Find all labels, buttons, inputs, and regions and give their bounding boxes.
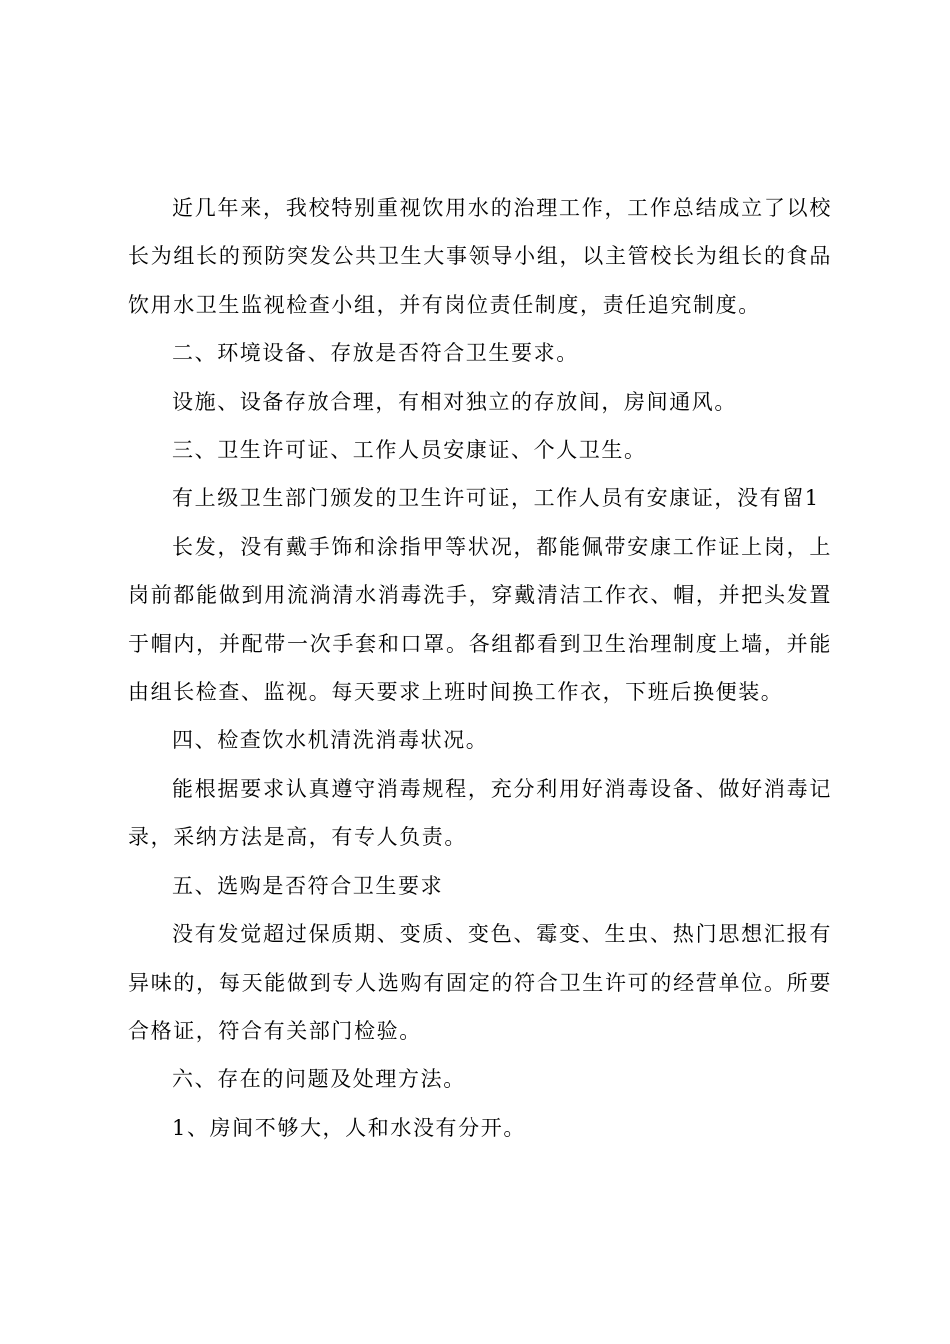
paragraph-permits: 有上级卫生部门颁发的卫生许可证，工作人员有安康证，没有留1 bbox=[172, 486, 820, 511]
paragraph-intro: 近几年来，我校特别重视饮用水的治理工作，工作总结成立了以校长为组长的预防突发公共卫生大事领导小组，以主管校长为组长的食品饮用水卫生监视检查小组，并有岗位责任制度，责任追究制度。 bbox=[128, 196, 832, 317]
paragraph-disinfection: 能根据要求认真遵守消毒规程，充分利用好消毒设备、做好消毒记录，采纳方法是高，有专人负责。 bbox=[128, 776, 832, 850]
heading-environment: 二、环境设备、存放是否符合卫生要求。 bbox=[172, 341, 579, 366]
heading-purchasing: 五、选购是否符合卫生要求 bbox=[172, 873, 444, 898]
paragraph-hygiene: 长发，没有戴手饰和涂指甲等状况，都能佩带安康工作证上岗，上岗前都能做到用流淌清水消毒洗手，穿戴清洁工作衣、帽，并把头发置于帽内，并配带一次手套和口罩。各组都看到卫生治理制度上墙，并能由组长检查、监视。每天要求上班时间换工作衣，下班后换便装。 bbox=[128, 534, 832, 705]
heading-dispenser: 四、检查饮水机清洗消毒状况。 bbox=[172, 728, 489, 753]
paragraph-facilities: 设施、设备存放合理，有相对独立的存放间，房间通风。 bbox=[172, 389, 737, 414]
heading-problems: 六、存在的问题及处理方法。 bbox=[172, 1067, 466, 1092]
list-item-problem-1: 1、房间不够大，人和水没有分开。 bbox=[172, 1115, 526, 1140]
heading-permits: 三、卫生许可证、工作人员安康证、个人卫生。 bbox=[172, 438, 647, 463]
paragraph-purchasing: 没有发觉超过保质期、变质、变色、霉变、生虫、热门思想汇报有异味的，每天能做到专人选购有固定的符合卫生许可的经营单位。所要合格证，符合有关部门检验。 bbox=[128, 922, 832, 1043]
document-body bbox=[128, 184, 832, 1152]
